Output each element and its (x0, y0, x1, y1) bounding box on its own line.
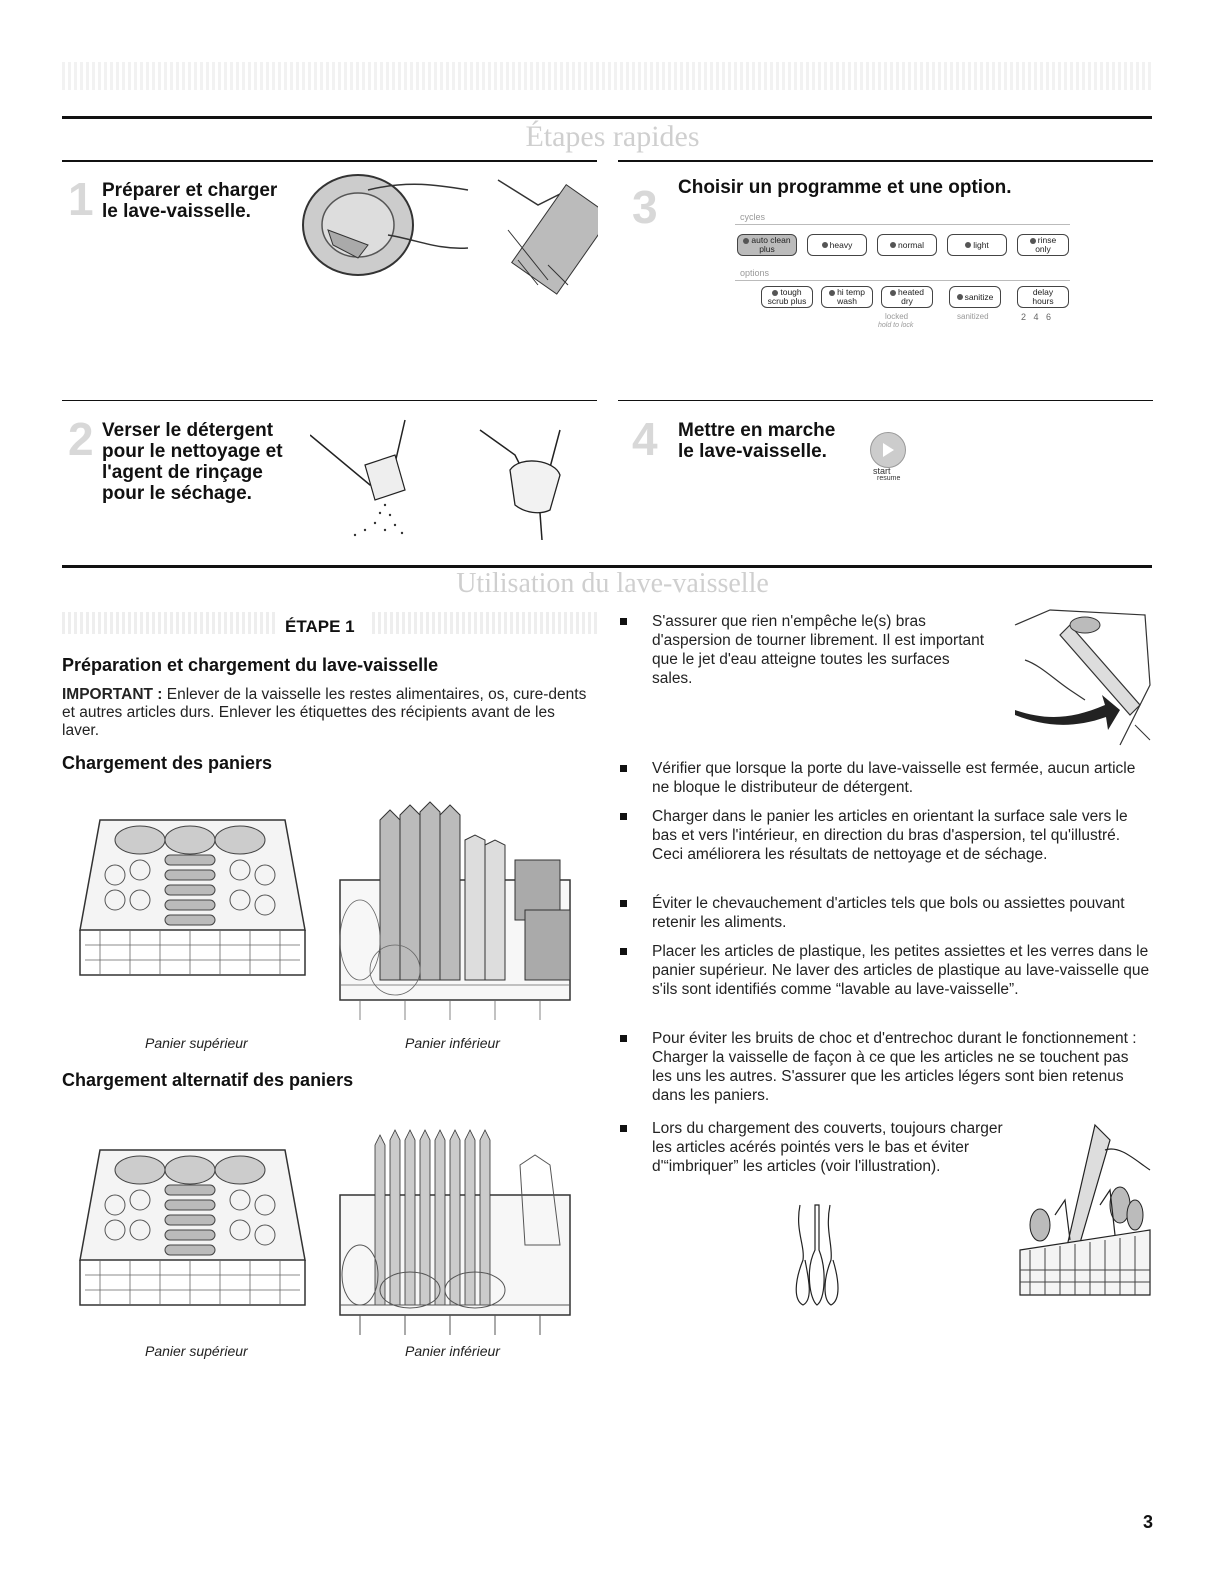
bullet-marker (620, 618, 627, 625)
cycle-light-button[interactable]: light (947, 234, 1007, 256)
play-icon (883, 443, 894, 457)
step-number-2: 2 (68, 413, 94, 465)
loading-heading: Chargement des paniers (62, 753, 273, 773)
step-1-title: Préparer et charger le lave-vaisselle. (102, 180, 278, 222)
quick-steps-rule-right (618, 160, 1153, 162)
control-panel (735, 210, 1075, 345)
caption-lower-1: Panier inférieur (405, 1035, 500, 1051)
options-divider (735, 280, 1070, 281)
step-4-title: Mettre en marche le lave-vaisselle. (678, 420, 836, 462)
quick-steps-rule-left (62, 160, 597, 162)
silverware-illustration (785, 1200, 845, 1310)
bullet-detergent-dispenser: Vérifier que lorsque la porte du lave-vaisselle est fermée, aucun article ne bloque le distributeur de détergent. (652, 759, 1152, 797)
option-heated-dry-button[interactable]: heated dry (881, 286, 933, 308)
bullet-spray-arm: S'assurer que rien n'empêche le(s) bras d'aspersion de tourner librement. Il est important que le jet d'eau atteigne toutes les surfaces sales. (652, 612, 992, 688)
step-2-title: Verser le détergent pour le nettoyage et l'agent de rinçage pour le séchage. (102, 420, 283, 504)
cycles-label: cycles (740, 212, 766, 222)
important-paragraph (62, 686, 592, 740)
top-rule (62, 116, 1152, 119)
start-resume-button[interactable] (870, 432, 906, 468)
bullet-marker (620, 900, 627, 907)
prep-heading: Préparation et chargement du lave-vaisselle (62, 655, 439, 675)
locked-indicator: locked (885, 312, 909, 321)
etape-strip-right (372, 612, 597, 634)
silverware-basket-illustration (1015, 1120, 1155, 1305)
bullet-marker (620, 765, 627, 772)
upper-rack-illustration (70, 800, 310, 995)
bullet-noise: Pour éviter les bruits de choc et d'entrechoc durant le fonctionnement : Charger la vaisselle de façon à ce que les articles ne se touchent pas les uns les autres. S'assurer que les articles légers sont bien retenus dans les paniers. (652, 1029, 1152, 1105)
mid-rule-right (618, 400, 1153, 401)
bullet-marker (620, 813, 627, 820)
cycles-divider (735, 224, 1070, 225)
start-label: start (873, 466, 891, 476)
step-number-1: 1 (68, 173, 94, 225)
bullet-plastics: Placer les articles de plastique, les petites assiettes et les verres dans le panier supérieur. Ne laver des articles de plastique au lave-vaisselle que s'ils sont identifiés comme “lavable au lave-vaisselle”. (652, 942, 1152, 999)
step-number-3: 3 (632, 181, 658, 233)
sanitized-indicator: sanitized (957, 312, 989, 321)
section-title-quick-steps: Étapes rapides (525, 120, 700, 153)
page-number: 3 (1142, 1512, 1153, 1532)
option-hi-temp-wash-button[interactable]: hi temp wash (821, 286, 873, 308)
bullet-soiled-surface: Charger dans le panier les articles en orientant la surface sale vers le bas et vers l'intérieur, en direction du bras d'aspersion, tel qu'illustré. Ceci améliorera les résultats de nettoyage et de séchage. (652, 807, 1152, 864)
step-3-title: Choisir un programme et une option. (678, 177, 1012, 198)
section-title-usage: Utilisation du lave-vaisselle (456, 568, 769, 599)
etape-strip-left (62, 612, 277, 634)
cycle-normal-button[interactable]: normal (877, 234, 937, 256)
cycle-rinse-only-button[interactable]: rinse only (1017, 234, 1069, 256)
resume-label: resume (877, 475, 901, 482)
cycle-heavy-button[interactable]: heavy (807, 234, 867, 256)
important-label: IMPORTANT : (62, 686, 163, 703)
bullet-nesting: Éviter le chevauchement d'articles tels que bols ou assiettes pouvant retenir les aliments. (652, 894, 1152, 932)
lower-rack-illustration (335, 800, 575, 1025)
spray-arm-illustration (1010, 605, 1155, 750)
mid-rule-left (62, 400, 597, 401)
cycle-auto-clean-plus-button[interactable]: auto clean plus (737, 234, 797, 256)
options-label: options (740, 268, 770, 278)
option-sanitize-button[interactable]: sanitize (949, 286, 1001, 308)
header-strip (62, 62, 1152, 90)
bullet-marker (620, 948, 627, 955)
hold-to-lock-label: hold to lock (878, 322, 914, 329)
step-number-4: 4 (632, 413, 658, 465)
option-delay-hours-button[interactable]: delay hours (1017, 286, 1069, 308)
caption-upper-1: Panier supérieur (145, 1035, 248, 1051)
bullet-marker (620, 1035, 627, 1042)
etape-label: ÉTAPE 1 (285, 617, 355, 636)
alt-upper-rack-illustration (70, 1130, 310, 1320)
important-text: Enlever de la vaisselle les restes alimentaires, os, cure-dents et autres articles durs. Enlever les étiquettes des récipients avant de les laver. (62, 686, 587, 739)
caption-upper-2: Panier supérieur (145, 1343, 248, 1359)
scraping-plate-illustration (298, 170, 598, 295)
bullet-marker (620, 1125, 627, 1132)
caption-lower-2: Panier inférieur (405, 1343, 500, 1359)
alt-loading-heading: Chargement alternatif des paniers (62, 1070, 354, 1090)
bullet-silverware: Lors du chargement des couverts, toujours charger les articles acérés pointés vers le bas et éviter d'“imbriquer” les articles (voir l'illustration). (652, 1119, 1017, 1176)
delay-values: 2 4 6 (1021, 312, 1052, 322)
alt-lower-rack-illustration (335, 1125, 575, 1340)
option-tough-scrub-plus-button[interactable]: tough scrub plus (761, 286, 813, 308)
pouring-detergent-illustration (310, 415, 590, 540)
